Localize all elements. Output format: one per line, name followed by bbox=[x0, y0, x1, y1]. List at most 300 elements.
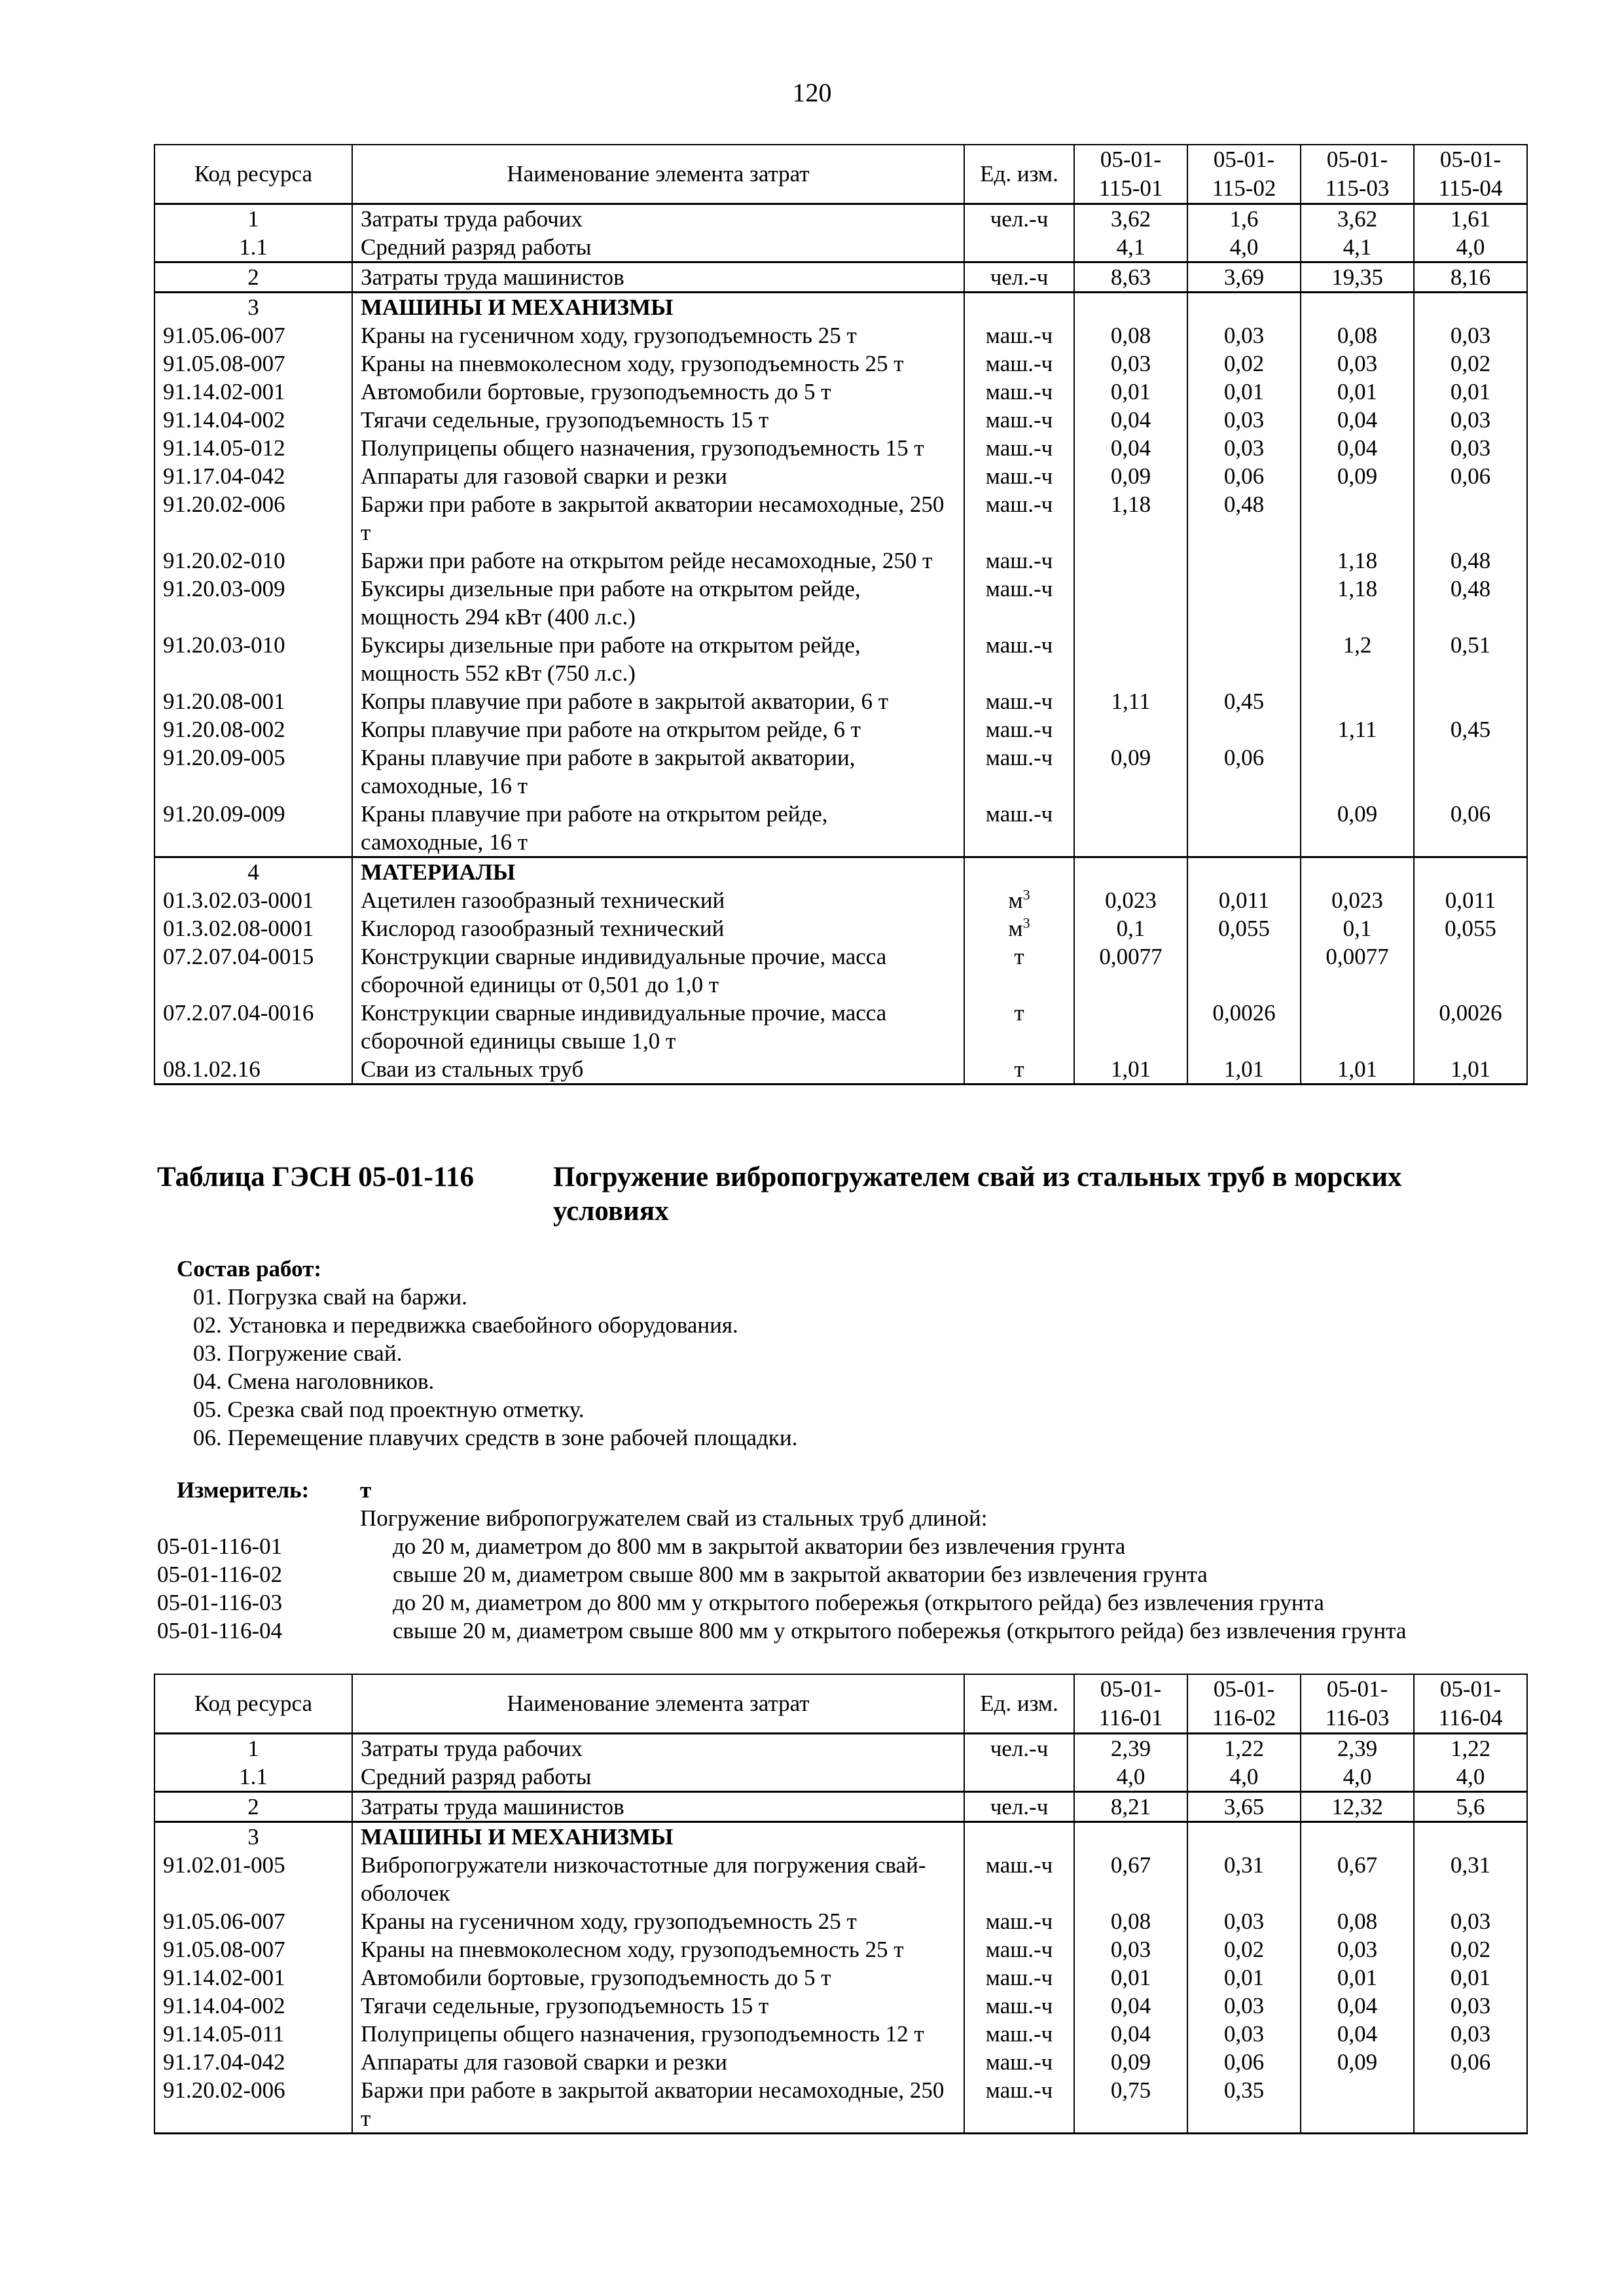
unit-cell: маш.-ч bbox=[964, 490, 1074, 547]
value-cell: 0,06 bbox=[1187, 744, 1301, 800]
measure-text: до 20 м, диаметром до 800 мм в закрытой акватории без извлечения грунта bbox=[393, 1534, 1126, 1559]
header-unit: Ед. изм. bbox=[964, 1674, 1074, 1734]
value-cell: 0,03 bbox=[1074, 1935, 1187, 1964]
value-cell bbox=[1301, 490, 1414, 547]
value-cell: 1,01 bbox=[1414, 1055, 1527, 1085]
value-cell: 0,08 bbox=[1301, 321, 1414, 350]
value-cell: 1,6 bbox=[1187, 204, 1301, 234]
value-cell bbox=[1301, 999, 1414, 1055]
table-row bbox=[154, 1792, 1527, 1822]
value-cell bbox=[1187, 575, 1301, 631]
resource-name: Затраты труда машинистов bbox=[352, 1792, 964, 1822]
table-row bbox=[154, 262, 1527, 293]
resource-name: МАШИНЫ И МЕХАНИЗМЫ bbox=[352, 293, 964, 322]
unit-cell: маш.-ч bbox=[964, 350, 1074, 378]
resource-code: 91.20.02-006 bbox=[154, 2076, 352, 2134]
resource-code: 91.20.09-009 bbox=[154, 800, 352, 857]
table-row bbox=[154, 1992, 1527, 2020]
value-cell: 1,01 bbox=[1301, 1055, 1414, 1085]
value-cell: 0,06 bbox=[1414, 2048, 1527, 2076]
unit-cell: $м^3$ bbox=[964, 886, 1074, 914]
value-cell: 0,48 bbox=[1414, 547, 1527, 575]
resource-name: Тягачи седельные, грузоподъемность 15 т bbox=[352, 1992, 964, 2020]
unit-cell bbox=[964, 1763, 1074, 1792]
resource-name: Буксиры дизельные при работе на открытом рейде, мощность 294 кВт (400 л.с.) bbox=[352, 575, 964, 631]
table-row bbox=[154, 434, 1527, 462]
value-cell: 0,04 bbox=[1301, 1992, 1414, 2020]
value-cell: 0,08 bbox=[1074, 321, 1187, 350]
value-cell bbox=[1414, 293, 1527, 322]
table-row bbox=[154, 2048, 1527, 2076]
unit-cell: маш.-ч bbox=[964, 406, 1074, 434]
value-cell: 0,03 bbox=[1414, 2020, 1527, 2048]
value-cell: 4,0 bbox=[1187, 1763, 1301, 1792]
unit-cell: т bbox=[964, 942, 1074, 999]
value-cell bbox=[1187, 631, 1301, 687]
value-cell: 0,04 bbox=[1074, 2020, 1187, 2048]
value-cell: 0,03 bbox=[1301, 350, 1414, 378]
work-item: 06. Перемещение плавучих средств в зоне рабочей площадки. bbox=[193, 1425, 798, 1450]
table-row bbox=[154, 378, 1527, 406]
table-row bbox=[154, 350, 1527, 378]
header-name: Наименование элемента затрат bbox=[352, 1674, 964, 1734]
value-cell bbox=[1301, 1822, 1414, 1852]
table-label: Таблица ГЭСН 05-01-116 bbox=[157, 1162, 475, 1193]
unit-cell: маш.-ч bbox=[964, 2076, 1074, 2134]
resource-name: Автомобили бортовые, грузоподъемность до 5 т bbox=[352, 378, 964, 406]
resource-name: Затраты труда рабочих bbox=[352, 204, 964, 234]
resource-name: МАШИНЫ И МЕХАНИЗМЫ bbox=[352, 1822, 964, 1852]
value-cell: 0,03 bbox=[1414, 434, 1527, 462]
resource-code: 3 bbox=[154, 293, 352, 322]
value-cell: 0,45 bbox=[1414, 715, 1527, 744]
resource-table-05-01-115 bbox=[154, 144, 1528, 1085]
resource-code: 3 bbox=[154, 1822, 352, 1852]
resource-code: 07.2.07.04-0016 bbox=[154, 999, 352, 1055]
value-cell: 4,0 bbox=[1074, 1763, 1187, 1792]
table-row bbox=[154, 999, 1527, 1055]
value-cell: 0,09 bbox=[1074, 462, 1187, 490]
value-cell: 0,0026 bbox=[1414, 999, 1527, 1055]
value-cell: 0,48 bbox=[1414, 575, 1527, 631]
resource-code: 1 bbox=[154, 204, 352, 234]
value-cell: 12,32 bbox=[1301, 1792, 1414, 1822]
measure-text: до 20 м, диаметром до 800 мм у открытого побережья (открытого рейда) без извлечения грунта bbox=[393, 1590, 1324, 1615]
measure-text: свыше 20 м, диаметром свыше 800 мм в закрытой акватории без извлечения грунта bbox=[393, 1562, 1208, 1587]
value-cell bbox=[1074, 1822, 1187, 1852]
resource-table-05-01-116 bbox=[154, 1674, 1528, 2134]
unit-cell: маш.-ч bbox=[964, 434, 1074, 462]
resource-code: 91.20.02-006 bbox=[154, 490, 352, 547]
resource-code: 91.17.04-042 bbox=[154, 2048, 352, 2076]
value-cell: 0,01 bbox=[1187, 1964, 1301, 1992]
unit-cell: маш.-ч bbox=[964, 462, 1074, 490]
value-cell: 0,03 bbox=[1414, 1992, 1527, 2020]
value-cell: 0,04 bbox=[1074, 434, 1187, 462]
value-cell bbox=[1074, 293, 1187, 322]
value-cell: 0,03 bbox=[1187, 434, 1301, 462]
value-cell: 1,01 bbox=[1187, 1055, 1301, 1085]
value-cell: 0,51 bbox=[1414, 631, 1527, 687]
measure-item bbox=[157, 1532, 1532, 1560]
value-cell: 0,011 bbox=[1187, 886, 1301, 914]
resource-code: 91.17.04-042 bbox=[154, 462, 352, 490]
value-cell: 0,09 bbox=[1301, 800, 1414, 857]
resource-code: 2 bbox=[154, 262, 352, 293]
value-cell: 4,1 bbox=[1301, 233, 1414, 262]
value-cell: 19,35 bbox=[1301, 262, 1414, 293]
resource-code: 1 bbox=[154, 1734, 352, 1763]
value-cell: 0,03 bbox=[1187, 321, 1301, 350]
value-cell: 0,01 bbox=[1414, 1964, 1527, 1992]
value-cell: 1,22 bbox=[1187, 1734, 1301, 1763]
resource-name: Конструкции сварные индивидуальные прочие, масса сборочной единицы от 0,501 до 1,0 т bbox=[352, 942, 964, 999]
unit-cell: маш.-ч bbox=[964, 744, 1074, 800]
unit-cell: маш.-ч bbox=[964, 378, 1074, 406]
value-cell: 4,0 bbox=[1414, 1763, 1527, 1792]
resource-code: 91.14.04-002 bbox=[154, 406, 352, 434]
work-item: 04. Смена наголовников. bbox=[193, 1369, 435, 1394]
resource-code: 1.1 bbox=[154, 1763, 352, 1792]
value-cell bbox=[1187, 800, 1301, 857]
value-cell: 0,01 bbox=[1074, 1964, 1187, 1992]
unit-cell: маш.-ч bbox=[964, 547, 1074, 575]
resource-name: Конструкции сварные индивидуальные прочие, масса сборочной единицы свыше 1,0 т bbox=[352, 999, 964, 1055]
table-row bbox=[154, 1763, 1527, 1792]
value-cell bbox=[1301, 857, 1414, 887]
resource-name: Аппараты для газовой сварки и резки bbox=[352, 2048, 964, 2076]
work-item: 05. Срезка свай под проектную отметку. bbox=[193, 1397, 585, 1422]
value-cell: 0,04 bbox=[1074, 1992, 1187, 2020]
table-row bbox=[154, 1907, 1527, 1935]
value-cell: 0,01 bbox=[1301, 378, 1414, 406]
value-cell: 0,1 bbox=[1074, 914, 1187, 942]
resource-code: 91.05.08-007 bbox=[154, 1935, 352, 1964]
value-cell: 0,06 bbox=[1187, 462, 1301, 490]
value-cell: 3,62 bbox=[1074, 204, 1187, 234]
unit-cell: маш.-ч bbox=[964, 2048, 1074, 2076]
value-cell: 2,39 bbox=[1074, 1734, 1187, 1763]
value-cell: 1,11 bbox=[1301, 715, 1414, 744]
resource-code: 91.05.06-007 bbox=[154, 321, 352, 350]
unit-cell: маш.-ч bbox=[964, 687, 1074, 715]
value-cell bbox=[1187, 942, 1301, 999]
unit-cell bbox=[964, 233, 1074, 262]
resource-code: 91.05.06-007 bbox=[154, 1907, 352, 1935]
value-cell: 0,03 bbox=[1187, 1907, 1301, 1935]
resource-name: Копры плавучие при работе на открытом рейде, 6 т bbox=[352, 715, 964, 744]
value-cell: 0,06 bbox=[1414, 462, 1527, 490]
unit-cell: т bbox=[964, 1055, 1074, 1085]
value-cell: 0,03 bbox=[1414, 321, 1527, 350]
value-cell: 5,6 bbox=[1414, 1792, 1527, 1822]
resource-name: Краны плавучие при работе в закрытой акватории, самоходные, 16 т bbox=[352, 744, 964, 800]
resource-name: Автомобили бортовые, грузоподъемность до 5 т bbox=[352, 1964, 964, 1992]
resource-code: 07.2.07.04-0015 bbox=[154, 942, 352, 999]
resource-code: 01.3.02.08-0001 bbox=[154, 914, 352, 942]
header-unit: Ед. изм. bbox=[964, 145, 1074, 204]
table-row bbox=[154, 744, 1527, 800]
table-row bbox=[154, 1964, 1527, 1992]
measure-item bbox=[157, 1560, 1532, 1588]
resource-code: 91.20.08-001 bbox=[154, 687, 352, 715]
work-composition-heading: Состав работ: bbox=[177, 1256, 321, 1282]
header-column: 05-01- 115-01 bbox=[1074, 145, 1187, 204]
value-cell: 8,63 bbox=[1074, 262, 1187, 293]
resource-code: 91.14.05-011 bbox=[154, 2020, 352, 2048]
value-cell: 0,01 bbox=[1301, 1964, 1414, 1992]
unit-cell: маш.-ч bbox=[964, 1992, 1074, 2020]
resource-name: Баржи при работе в закрытой акватории несамоходные, 250 т bbox=[352, 2076, 964, 2134]
value-cell: 0,02 bbox=[1187, 1935, 1301, 1964]
unit-cell: чел.-ч bbox=[964, 204, 1074, 234]
table-row bbox=[154, 2020, 1527, 2048]
value-cell: 1,61 bbox=[1414, 204, 1527, 234]
value-cell bbox=[1187, 857, 1301, 887]
value-cell: 0,31 bbox=[1187, 1851, 1301, 1907]
value-cell: 0,04 bbox=[1301, 406, 1414, 434]
header-column: 05-01- 116-04 bbox=[1414, 1674, 1527, 1734]
header-column: 05-01- 116-02 bbox=[1187, 1674, 1301, 1734]
measure-code: 05-01-116-02 bbox=[157, 1562, 283, 1587]
value-cell bbox=[1187, 1822, 1301, 1852]
value-cell: 0,03 bbox=[1187, 406, 1301, 434]
resource-name: Вибропогружатели низкочастотные для погружения свай-оболочек bbox=[352, 1851, 964, 1907]
table-row bbox=[154, 406, 1527, 434]
value-cell bbox=[1414, 1822, 1527, 1852]
value-cell: 0,01 bbox=[1414, 378, 1527, 406]
table-row bbox=[154, 1822, 1527, 1852]
resource-name: МАТЕРИАЛЫ bbox=[352, 857, 964, 887]
resource-code: 01.3.02.03-0001 bbox=[154, 886, 352, 914]
unit-cell: маш.-ч bbox=[964, 715, 1074, 744]
resource-name: Сваи из стальных труб bbox=[352, 1055, 964, 1085]
value-cell: 4,0 bbox=[1187, 233, 1301, 262]
table-row bbox=[154, 942, 1527, 999]
value-cell: 0,04 bbox=[1074, 406, 1187, 434]
value-cell: 1,22 bbox=[1414, 1734, 1527, 1763]
resource-name: Буксиры дизельные при работе на открытом рейде, мощность 552 кВт (750 л.с.) bbox=[352, 631, 964, 687]
work-item: 02. Установка и передвижка сваебойного оборудования. bbox=[193, 1312, 738, 1338]
header-code: Код ресурса bbox=[154, 1674, 352, 1734]
unit-cell: чел.-ч bbox=[964, 262, 1074, 293]
value-cell bbox=[1301, 687, 1414, 715]
measure-item bbox=[157, 1617, 1532, 1645]
value-cell: 0,03 bbox=[1187, 1992, 1301, 2020]
resource-name: Копры плавучие при работе в закрытой акватории, 6 т bbox=[352, 687, 964, 715]
value-cell bbox=[1074, 715, 1187, 744]
resource-code: 91.20.02-010 bbox=[154, 547, 352, 575]
resource-name: Полуприцепы общего назначения, грузоподъемность 15 т bbox=[352, 434, 964, 462]
value-cell bbox=[1074, 999, 1187, 1055]
value-cell: 0,35 bbox=[1187, 2076, 1301, 2134]
unit-cell: чел.-ч bbox=[964, 1734, 1074, 1763]
work-composition bbox=[177, 1255, 797, 1452]
resource-code: 91.20.03-010 bbox=[154, 631, 352, 687]
value-cell: 0,023 bbox=[1074, 886, 1187, 914]
value-cell: 0,0026 bbox=[1187, 999, 1301, 1055]
value-cell bbox=[1301, 293, 1414, 322]
value-cell: 0,023 bbox=[1301, 886, 1414, 914]
value-cell: 1,18 bbox=[1074, 490, 1187, 547]
value-cell bbox=[1074, 800, 1187, 857]
resource-name: Затраты труда машинистов bbox=[352, 262, 964, 293]
measure-code: 05-01-116-04 bbox=[157, 1618, 283, 1643]
resource-code: 91.14.04-002 bbox=[154, 1992, 352, 2020]
table-row bbox=[154, 886, 1527, 914]
header-column: 05-01- 115-03 bbox=[1301, 145, 1414, 204]
value-cell: 0,055 bbox=[1187, 914, 1301, 942]
measure-code: 05-01-116-01 bbox=[157, 1534, 283, 1559]
value-cell: 0,06 bbox=[1414, 800, 1527, 857]
value-cell: 0,75 bbox=[1074, 2076, 1187, 2134]
value-cell: 1,18 bbox=[1301, 547, 1414, 575]
resource-name: Средний разряд работы bbox=[352, 233, 964, 262]
value-cell bbox=[1414, 942, 1527, 999]
table-row bbox=[154, 462, 1527, 490]
resource-code: 4 bbox=[154, 857, 352, 887]
resource-name: Аппараты для газовой сварки и резки bbox=[352, 462, 964, 490]
value-cell: 0,03 bbox=[1414, 406, 1527, 434]
table-row bbox=[154, 1935, 1527, 1964]
table-row bbox=[154, 687, 1527, 715]
value-cell bbox=[1301, 744, 1414, 800]
value-cell: 0,0077 bbox=[1074, 942, 1187, 999]
table-row bbox=[154, 800, 1527, 857]
value-cell bbox=[1414, 687, 1527, 715]
value-cell: 0,03 bbox=[1187, 2020, 1301, 2048]
resource-code: 91.20.09-005 bbox=[154, 744, 352, 800]
table-body bbox=[154, 204, 1527, 1085]
table-row bbox=[154, 1851, 1527, 1907]
value-cell: 0,055 bbox=[1414, 914, 1527, 942]
header-column: 05-01- 115-04 bbox=[1414, 145, 1527, 204]
value-cell bbox=[1187, 715, 1301, 744]
value-cell: 1,01 bbox=[1074, 1055, 1187, 1085]
measure-code: 05-01-116-03 bbox=[157, 1590, 283, 1615]
resource-name: Баржи при работе в закрытой акватории несамоходные, 250 т bbox=[352, 490, 964, 547]
unit-cell: маш.-ч bbox=[964, 2020, 1074, 2048]
table-row bbox=[154, 575, 1527, 631]
unit-cell: маш.-ч bbox=[964, 1935, 1074, 1964]
table-row bbox=[154, 321, 1527, 350]
unit-cell: $м^3$ bbox=[964, 914, 1074, 942]
resource-name: Ацетилен газообразный технический bbox=[352, 886, 964, 914]
resource-code: 91.14.02-001 bbox=[154, 378, 352, 406]
value-cell bbox=[1074, 575, 1187, 631]
unit-cell: маш.-ч bbox=[964, 631, 1074, 687]
resource-name: Баржи при работе на открытом рейде несамоходные, 250 т bbox=[352, 547, 964, 575]
table-title: Погружение вибропогружателем свай из стальных труб в морских условиях bbox=[553, 1162, 1402, 1227]
value-cell: 0,48 bbox=[1187, 490, 1301, 547]
resource-code: 91.14.05-012 bbox=[154, 434, 352, 462]
resource-code: 91.20.08-002 bbox=[154, 715, 352, 744]
value-cell: 0,67 bbox=[1074, 1851, 1187, 1907]
value-cell: 0,01 bbox=[1074, 378, 1187, 406]
value-cell: 1,11 bbox=[1074, 687, 1187, 715]
resource-code: 91.05.08-007 bbox=[154, 350, 352, 378]
unit-cell bbox=[964, 293, 1074, 322]
resource-code: 08.1.02.16 bbox=[154, 1055, 352, 1085]
value-cell: 0,011 bbox=[1414, 886, 1527, 914]
value-cell: 4,1 bbox=[1074, 233, 1187, 262]
table-row bbox=[154, 857, 1527, 887]
value-cell: 0,03 bbox=[1074, 350, 1187, 378]
value-cell bbox=[1074, 631, 1187, 687]
unit-cell: маш.-ч bbox=[964, 1907, 1074, 1935]
work-item: 01. Погрузка свай на баржи. bbox=[193, 1284, 467, 1310]
table-row bbox=[154, 293, 1527, 322]
measure-intro: Погружение вибропогружателем свай из стальных труб длиной: bbox=[360, 1505, 988, 1531]
value-cell: 0,09 bbox=[1074, 2048, 1187, 2076]
unit-cell: маш.-ч bbox=[964, 800, 1074, 857]
table-row bbox=[154, 1734, 1527, 1763]
value-cell: 3,65 bbox=[1187, 1792, 1301, 1822]
measure-text: свыше 20 м, диаметром свыше 800 мм у открытого побережья (открытого рейда) без извлечения грунта bbox=[393, 1618, 1407, 1643]
header-code: Код ресурса bbox=[154, 145, 352, 204]
resource-code: 91.20.03-009 bbox=[154, 575, 352, 631]
value-cell: 3,69 bbox=[1187, 262, 1301, 293]
value-cell: 0,1 bbox=[1301, 914, 1414, 942]
table-row bbox=[154, 547, 1527, 575]
value-cell: 4,0 bbox=[1301, 1763, 1414, 1792]
resource-name: Краны на пневмоколесном ходу, грузоподъемность 25 т bbox=[352, 350, 964, 378]
table-row bbox=[154, 490, 1527, 547]
value-cell: 3,62 bbox=[1301, 204, 1414, 234]
value-cell: 0,03 bbox=[1414, 1907, 1527, 1935]
resource-name: Средний разряд работы bbox=[352, 1763, 964, 1792]
table-row bbox=[154, 204, 1527, 234]
resource-name: Тягачи седельные, грузоподъемность 15 т bbox=[352, 406, 964, 434]
value-cell bbox=[1187, 547, 1301, 575]
value-cell: 1,18 bbox=[1301, 575, 1414, 631]
value-cell: 0,06 bbox=[1187, 2048, 1301, 2076]
header-column: 05-01- 116-01 bbox=[1074, 1674, 1187, 1734]
table-body bbox=[154, 1734, 1527, 2134]
value-cell: 0,08 bbox=[1301, 1907, 1414, 1935]
resource-name: Краны на гусеничном ходу, грузоподъемность 25 т bbox=[352, 1907, 964, 1935]
value-cell: 0,03 bbox=[1301, 1935, 1414, 1964]
unit-cell: маш.-ч bbox=[964, 1964, 1074, 1992]
resource-code: 91.14.02-001 bbox=[154, 1964, 352, 1992]
value-cell: 1,2 bbox=[1301, 631, 1414, 687]
value-cell bbox=[1301, 2076, 1414, 2134]
unit-cell: т bbox=[964, 999, 1074, 1055]
measure-unit: т bbox=[360, 1477, 372, 1503]
table-row bbox=[154, 1055, 1527, 1085]
header-column: 05-01- 115-02 bbox=[1187, 145, 1301, 204]
table-row bbox=[154, 2076, 1527, 2134]
page-number: 120 bbox=[792, 78, 832, 107]
value-cell: 0,04 bbox=[1301, 2020, 1414, 2048]
unit-cell bbox=[964, 1822, 1074, 1852]
value-cell bbox=[1414, 2076, 1527, 2134]
value-cell: 8,21 bbox=[1074, 1792, 1187, 1822]
measure-block bbox=[157, 1476, 1532, 1645]
unit-cell: чел.-ч bbox=[964, 1792, 1074, 1822]
resource-name: Краны плавучие при работе на открытом рейде, самоходные, 16 т bbox=[352, 800, 964, 857]
resource-code: 1.1 bbox=[154, 233, 352, 262]
value-cell: 0,31 bbox=[1414, 1851, 1527, 1907]
value-cell: 0,67 bbox=[1301, 1851, 1414, 1907]
unit-cell: маш.-ч bbox=[964, 1851, 1074, 1907]
value-cell: 0,01 bbox=[1187, 378, 1301, 406]
resource-name: Полуприцепы общего назначения, грузоподъемность 12 т bbox=[352, 2020, 964, 2048]
table-row bbox=[154, 233, 1527, 262]
value-cell bbox=[1187, 293, 1301, 322]
value-cell bbox=[1414, 744, 1527, 800]
measure-item bbox=[157, 1588, 1532, 1617]
